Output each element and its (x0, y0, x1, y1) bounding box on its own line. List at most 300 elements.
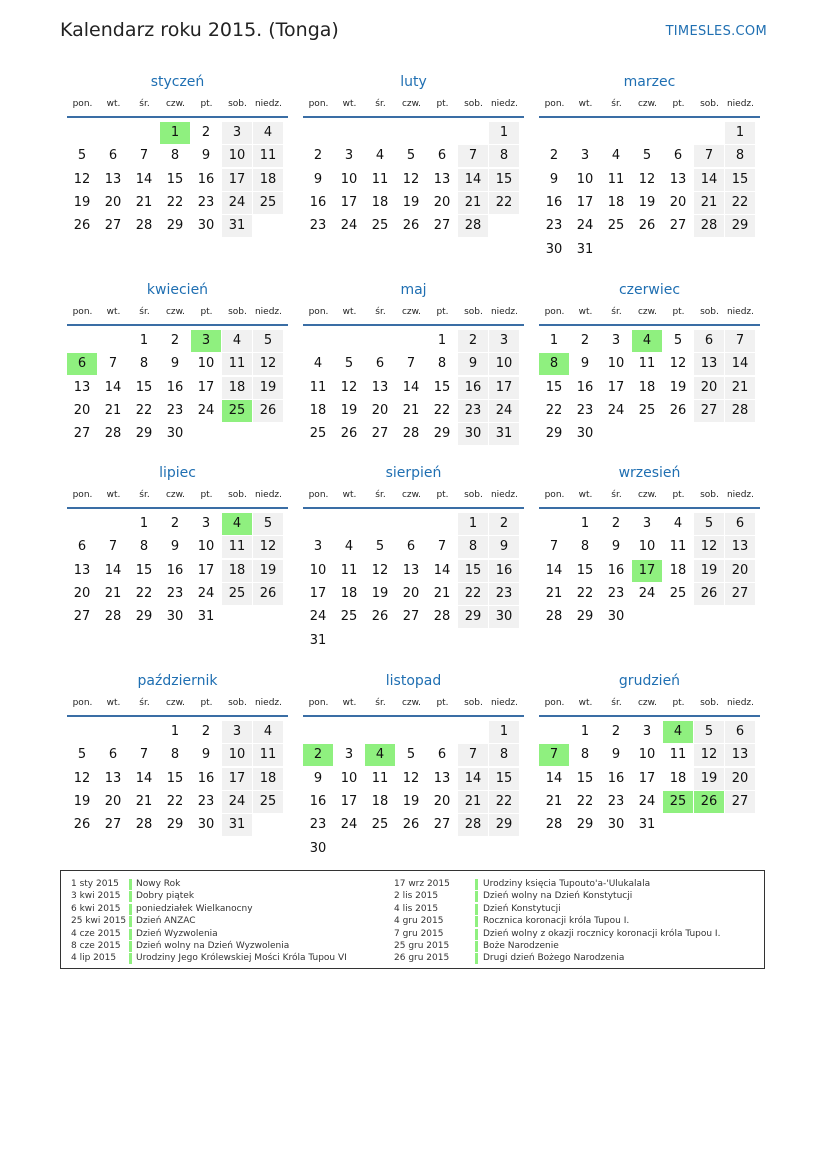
day-cell: 12 (253, 353, 283, 375)
day-cell: 2 (201, 125, 211, 140)
day-cell: 5 (375, 539, 385, 555)
weekday-header: pon. (72, 490, 93, 500)
day-cell: 6 (725, 513, 755, 535)
day-cell: 27 (433, 817, 451, 833)
weekday-header: pt. (672, 99, 685, 109)
day-cell: 23 (166, 402, 184, 418)
day-cell: 29 (458, 606, 488, 628)
day-cell: 10 (607, 356, 625, 372)
legend-date: 4 cze 2015 (71, 928, 121, 939)
day-cell: 16 (309, 793, 327, 809)
day-cell: 8 (580, 539, 590, 555)
day-cell: 21 (725, 377, 755, 399)
day-cell: 28 (458, 215, 488, 237)
day-cell: 9 (549, 171, 559, 187)
day-cell: 7 (437, 539, 447, 555)
day-cell: 11 (607, 171, 625, 187)
day-cell: 5 (77, 148, 87, 164)
day-cell: 4 (344, 539, 354, 555)
month-name: czerwiec (618, 282, 681, 298)
weekday-header: pt. (672, 307, 685, 317)
day-cell: 20 (433, 194, 451, 210)
month-divider (67, 324, 288, 326)
day-cell: 8 (170, 148, 180, 164)
day-cell: 1 (437, 333, 447, 348)
day-cell: 30 (166, 426, 184, 442)
day-cell: 7 (458, 145, 488, 167)
holiday-day-cell: 4 (663, 721, 693, 743)
day-cell: 11 (669, 539, 687, 555)
day-cell: 16 (458, 377, 488, 399)
day-cell: 28 (104, 426, 122, 442)
day-cell: 11 (371, 770, 389, 786)
month-name: grudzień (618, 673, 681, 689)
day-cell: 22 (458, 583, 488, 605)
weekday-header: pt. (436, 99, 449, 109)
day-cell: 2 (580, 333, 590, 348)
day-cell: 25 (222, 583, 252, 605)
day-cell: 11 (253, 145, 283, 167)
month-divider (303, 715, 524, 717)
month-name: maj (400, 282, 427, 298)
weekday-header: czw. (401, 490, 422, 500)
day-cell: 1 (580, 516, 590, 531)
day-cell: 26 (73, 817, 91, 833)
weekday-header: wt. (578, 307, 593, 317)
weekday-header: pt. (672, 698, 685, 708)
day-cell: 29 (725, 215, 755, 237)
weekday-header: wt. (106, 307, 121, 317)
day-cell: 3 (611, 333, 621, 348)
day-cell: 9 (201, 747, 211, 763)
day-cell: 8 (437, 356, 447, 372)
day-cell: 21 (694, 192, 724, 214)
month-name: październik (137, 673, 218, 689)
day-cell: 11 (222, 536, 252, 558)
weekday-header: pon. (544, 698, 565, 708)
day-cell: 6 (77, 539, 87, 555)
day-cell: 28 (545, 817, 563, 833)
day-cell: 22 (545, 402, 563, 418)
day-cell: 9 (313, 171, 323, 187)
day-cell: 5 (694, 513, 724, 535)
day-cell: 19 (73, 793, 91, 809)
day-cell: 23 (607, 793, 625, 809)
day-cell: 16 (607, 562, 625, 578)
day-cell: 7 (694, 145, 724, 167)
day-cell: 28 (725, 400, 755, 422)
weekday-header: wt. (106, 490, 121, 500)
day-cell: 3 (642, 724, 652, 739)
day-cell: 20 (73, 585, 91, 601)
weekday-header: czw. (401, 307, 422, 317)
day-cell: 30 (607, 817, 625, 833)
weekday-header: niedz. (490, 698, 519, 708)
day-cell: 4 (611, 148, 621, 164)
day-cell: 5 (253, 330, 283, 352)
day-cell: 19 (694, 560, 724, 582)
day-cell: 20 (725, 768, 755, 790)
day-cell: 17 (576, 194, 594, 210)
day-cell: 2 (611, 724, 621, 739)
day-cell: 18 (222, 377, 252, 399)
month-name: listopad (385, 673, 442, 689)
day-cell: 10 (638, 747, 656, 763)
weekday-header: czw. (165, 307, 186, 317)
day-cell: 17 (340, 194, 358, 210)
day-cell: 27 (725, 583, 755, 605)
day-cell: 14 (402, 379, 420, 395)
day-cell: 5 (253, 513, 283, 535)
day-cell: 14 (545, 770, 563, 786)
day-cell: 16 (607, 770, 625, 786)
day-cell: 14 (135, 171, 153, 187)
day-cell: 29 (135, 426, 153, 442)
day-cell: 6 (108, 148, 118, 164)
day-cell: 19 (402, 194, 420, 210)
weekday-header: wt. (578, 99, 593, 109)
day-cell: 2 (170, 333, 180, 348)
weekday-header: sob. (464, 698, 483, 708)
legend-date: 1 sty 2015 (71, 879, 119, 889)
day-cell: 1 (458, 513, 488, 535)
legend-holiday-name: poniedziałek Wielkanocny (136, 903, 253, 914)
legend-date: 7 gru 2015 (394, 928, 444, 939)
day-cell: 27 (694, 400, 724, 422)
month-name: lipiec (159, 465, 196, 481)
day-cell: 30 (607, 609, 625, 625)
weekday-header: wt. (342, 99, 357, 109)
month-name: marzec (623, 74, 676, 90)
day-cell: 14 (458, 768, 488, 790)
day-cell: 4 (253, 122, 283, 144)
day-cell: 25 (340, 609, 358, 625)
day-cell: 19 (402, 793, 420, 809)
month-divider (67, 715, 288, 717)
brand-link[interactable]: TIMESLES.COM (665, 24, 767, 39)
weekday-header: sob. (464, 99, 483, 109)
day-cell: 29 (135, 609, 153, 625)
weekday-header: pon. (544, 490, 565, 500)
day-cell: 24 (638, 585, 656, 601)
day-cell: 22 (166, 793, 184, 809)
day-cell: 26 (402, 817, 420, 833)
weekday-header: czw. (165, 99, 186, 109)
day-cell: 16 (309, 194, 327, 210)
holiday-day-cell: 1 (160, 122, 190, 144)
legend-holiday-name: Dzień wolny na Dzień Wyzwolenia (136, 941, 290, 951)
holiday-day-cell: 6 (67, 353, 97, 375)
day-cell: 5 (344, 356, 354, 372)
weekday-header: czw. (637, 99, 658, 109)
legend-date: 17 wrz 2015 (394, 879, 450, 889)
day-cell: 23 (607, 585, 625, 601)
month-name: sierpień (385, 465, 442, 481)
day-cell: 12 (694, 536, 724, 558)
weekday-header: pon. (72, 698, 93, 708)
day-cell: 25 (607, 218, 625, 234)
day-cell: 25 (371, 218, 389, 234)
day-cell: 22 (433, 402, 451, 418)
day-cell: 1 (139, 516, 149, 531)
weekday-header: śr. (611, 99, 622, 109)
day-cell: 18 (669, 562, 687, 578)
day-cell: 19 (340, 402, 358, 418)
day-cell: 31 (489, 423, 519, 445)
weekday-header: niedz. (726, 307, 755, 317)
weekday-header: pon. (544, 307, 565, 317)
day-cell: 17 (638, 770, 656, 786)
day-cell: 29 (576, 817, 594, 833)
day-cell: 20 (104, 194, 122, 210)
day-cell: 5 (77, 747, 87, 763)
day-cell: 24 (197, 585, 215, 601)
legend-holiday-name: Dzień wolny na Dzień Konstytucji (483, 891, 633, 902)
day-cell: 30 (458, 423, 488, 445)
legend-holiday-name: Nowy Rok (136, 879, 181, 889)
day-cell: 16 (576, 379, 594, 395)
day-cell: 12 (694, 744, 724, 766)
day-cell: 19 (253, 560, 283, 582)
day-cell: 12 (73, 770, 91, 786)
holiday-day-cell: 7 (539, 744, 569, 766)
legend-color-marker (129, 879, 132, 890)
legend-color-marker (129, 953, 132, 964)
day-cell: 20 (73, 402, 91, 418)
day-cell: 25 (253, 192, 283, 214)
month-divider (67, 507, 288, 509)
legend-color-marker (475, 904, 478, 915)
day-cell: 17 (489, 377, 519, 399)
holiday-day-cell: 4 (632, 330, 662, 352)
day-cell: 31 (197, 609, 215, 625)
day-cell: 31 (222, 814, 252, 836)
day-cell: 13 (725, 536, 755, 558)
weekday-header: śr. (139, 99, 150, 109)
weekday-header: pon. (308, 99, 329, 109)
legend-holiday-name: Dzień Konstytucji (483, 903, 561, 914)
weekday-header: śr. (375, 307, 386, 317)
day-cell: 10 (222, 145, 252, 167)
weekday-header: pt. (436, 307, 449, 317)
day-cell: 4 (375, 148, 385, 164)
day-cell: 25 (253, 791, 283, 813)
weekday-header: pon. (308, 490, 329, 500)
legend-color-marker (475, 916, 478, 927)
day-cell: 27 (371, 426, 389, 442)
weekday-header: śr. (139, 307, 150, 317)
day-cell: 26 (253, 400, 283, 422)
day-cell: 24 (222, 791, 252, 813)
day-cell: 12 (73, 171, 91, 187)
day-cell: 7 (139, 747, 149, 763)
day-cell: 13 (402, 562, 420, 578)
day-cell: 7 (725, 330, 755, 352)
day-cell: 5 (406, 747, 416, 763)
day-cell: 7 (549, 539, 559, 555)
day-cell: 18 (669, 770, 687, 786)
month-name: wrzesień (618, 465, 681, 481)
weekday-header: pon. (308, 307, 329, 317)
weekday-header: sob. (228, 307, 247, 317)
day-cell: 11 (309, 379, 327, 395)
day-cell: 1 (549, 333, 559, 348)
day-cell: 13 (669, 171, 687, 187)
day-cell: 14 (725, 353, 755, 375)
day-cell: 16 (166, 562, 184, 578)
weekday-header: wt. (342, 307, 357, 317)
weekday-header: pt. (200, 490, 213, 500)
day-cell: 7 (108, 356, 118, 372)
weekday-header: wt. (106, 698, 121, 708)
day-cell: 3 (313, 539, 323, 555)
day-cell: 23 (545, 218, 563, 234)
day-cell: 18 (371, 793, 389, 809)
legend-date: 6 kwi 2015 (71, 903, 121, 914)
day-cell: 23 (197, 194, 215, 210)
day-cell: 24 (222, 192, 252, 214)
day-cell: 12 (371, 562, 389, 578)
legend-color-marker (129, 891, 132, 902)
day-cell: 15 (135, 379, 153, 395)
day-cell: 16 (545, 194, 563, 210)
day-cell: 24 (489, 400, 519, 422)
day-cell: 6 (694, 330, 724, 352)
day-cell: 22 (725, 192, 755, 214)
day-cell: 29 (166, 817, 184, 833)
day-cell: 6 (108, 747, 118, 763)
day-cell: 17 (197, 562, 215, 578)
weekday-header: śr. (611, 698, 622, 708)
legend-color-marker (129, 904, 132, 915)
holiday-day-cell: 26 (694, 791, 724, 813)
day-cell: 23 (489, 583, 519, 605)
day-cell: 12 (340, 379, 358, 395)
day-cell: 1 (489, 122, 519, 144)
month-name: luty (400, 74, 427, 90)
day-cell: 13 (433, 171, 451, 187)
day-cell: 3 (580, 148, 590, 164)
day-cell: 2 (611, 516, 621, 531)
holiday-day-cell: 25 (663, 791, 693, 813)
weekday-header: niedz. (726, 99, 755, 109)
day-cell: 4 (673, 516, 683, 531)
day-cell: 10 (197, 539, 215, 555)
day-cell: 13 (725, 744, 755, 766)
day-cell: 2 (313, 148, 323, 164)
weekday-header: pon. (544, 99, 565, 109)
day-cell: 3 (344, 148, 354, 164)
weekday-header: sob. (700, 698, 719, 708)
day-cell: 15 (489, 768, 519, 790)
day-cell: 5 (642, 148, 652, 164)
holiday-day-cell: 17 (632, 560, 662, 582)
weekday-header: czw. (401, 99, 422, 109)
holiday-legend (60, 870, 765, 969)
day-cell: 11 (638, 356, 656, 372)
day-cell: 28 (104, 609, 122, 625)
weekday-header: wt. (578, 698, 593, 708)
day-cell: 27 (402, 609, 420, 625)
day-cell: 3 (222, 122, 252, 144)
day-cell: 22 (135, 402, 153, 418)
day-cell: 22 (166, 194, 184, 210)
day-cell: 30 (576, 426, 594, 442)
day-cell: 30 (166, 609, 184, 625)
day-cell: 11 (222, 353, 252, 375)
day-cell: 20 (694, 377, 724, 399)
weekday-header: sob. (700, 490, 719, 500)
day-cell: 13 (73, 562, 91, 578)
day-cell: 12 (402, 770, 420, 786)
day-cell: 8 (170, 747, 180, 763)
weekday-header: śr. (611, 307, 622, 317)
day-cell: 18 (222, 560, 252, 582)
weekday-header: śr. (375, 99, 386, 109)
day-cell: 31 (309, 632, 327, 648)
day-cell: 22 (576, 585, 594, 601)
weekday-header: niedz. (254, 99, 283, 109)
legend-color-marker (475, 891, 478, 902)
day-cell: 22 (135, 585, 153, 601)
weekday-header: śr. (139, 698, 150, 708)
day-cell: 23 (309, 218, 327, 234)
weekday-header: pon. (72, 307, 93, 317)
legend-date: 4 gru 2015 (394, 916, 444, 927)
day-cell: 22 (576, 793, 594, 809)
day-cell: 27 (433, 218, 451, 234)
weekday-header: sob. (464, 490, 483, 500)
day-cell: 23 (197, 793, 215, 809)
day-cell: 24 (309, 609, 327, 625)
day-cell: 7 (108, 539, 118, 555)
legend-holiday-name: Dzień wolny z okazji rocznicy koronacji króla Tupou I. (483, 928, 721, 939)
weekday-header: sob. (700, 307, 719, 317)
day-cell: 3 (344, 747, 354, 763)
legend-holiday-name: Rocznica koronacji króla Tupou I. (483, 916, 630, 927)
day-cell: 26 (73, 218, 91, 234)
holiday-day-cell: 3 (191, 330, 221, 352)
page-title: Kalendarz roku 2015. (Tonga) (60, 19, 339, 41)
day-cell: 19 (694, 768, 724, 790)
month-divider (67, 116, 288, 118)
month-divider (539, 116, 760, 118)
day-cell: 1 (170, 724, 180, 739)
month-divider (539, 715, 760, 717)
day-cell: 9 (458, 353, 488, 375)
legend-color-marker (475, 929, 478, 940)
day-cell: 24 (340, 817, 358, 833)
day-cell: 14 (433, 562, 451, 578)
day-cell: 6 (725, 721, 755, 743)
day-cell: 9 (170, 539, 180, 555)
legend-date: 8 cze 2015 (71, 941, 121, 951)
day-cell: 29 (576, 609, 594, 625)
weekday-header: wt. (106, 99, 121, 109)
day-cell: 13 (371, 379, 389, 395)
weekday-header: wt. (342, 698, 357, 708)
legend-color-marker (129, 941, 132, 952)
weekday-header: pt. (436, 698, 449, 708)
day-cell: 27 (104, 817, 122, 833)
day-cell: 24 (340, 218, 358, 234)
weekday-header: niedz. (726, 698, 755, 708)
weekday-header: sob. (700, 99, 719, 109)
day-cell: 19 (371, 585, 389, 601)
day-cell: 28 (545, 609, 563, 625)
day-cell: 31 (638, 817, 656, 833)
weekday-header: niedz. (490, 307, 519, 317)
